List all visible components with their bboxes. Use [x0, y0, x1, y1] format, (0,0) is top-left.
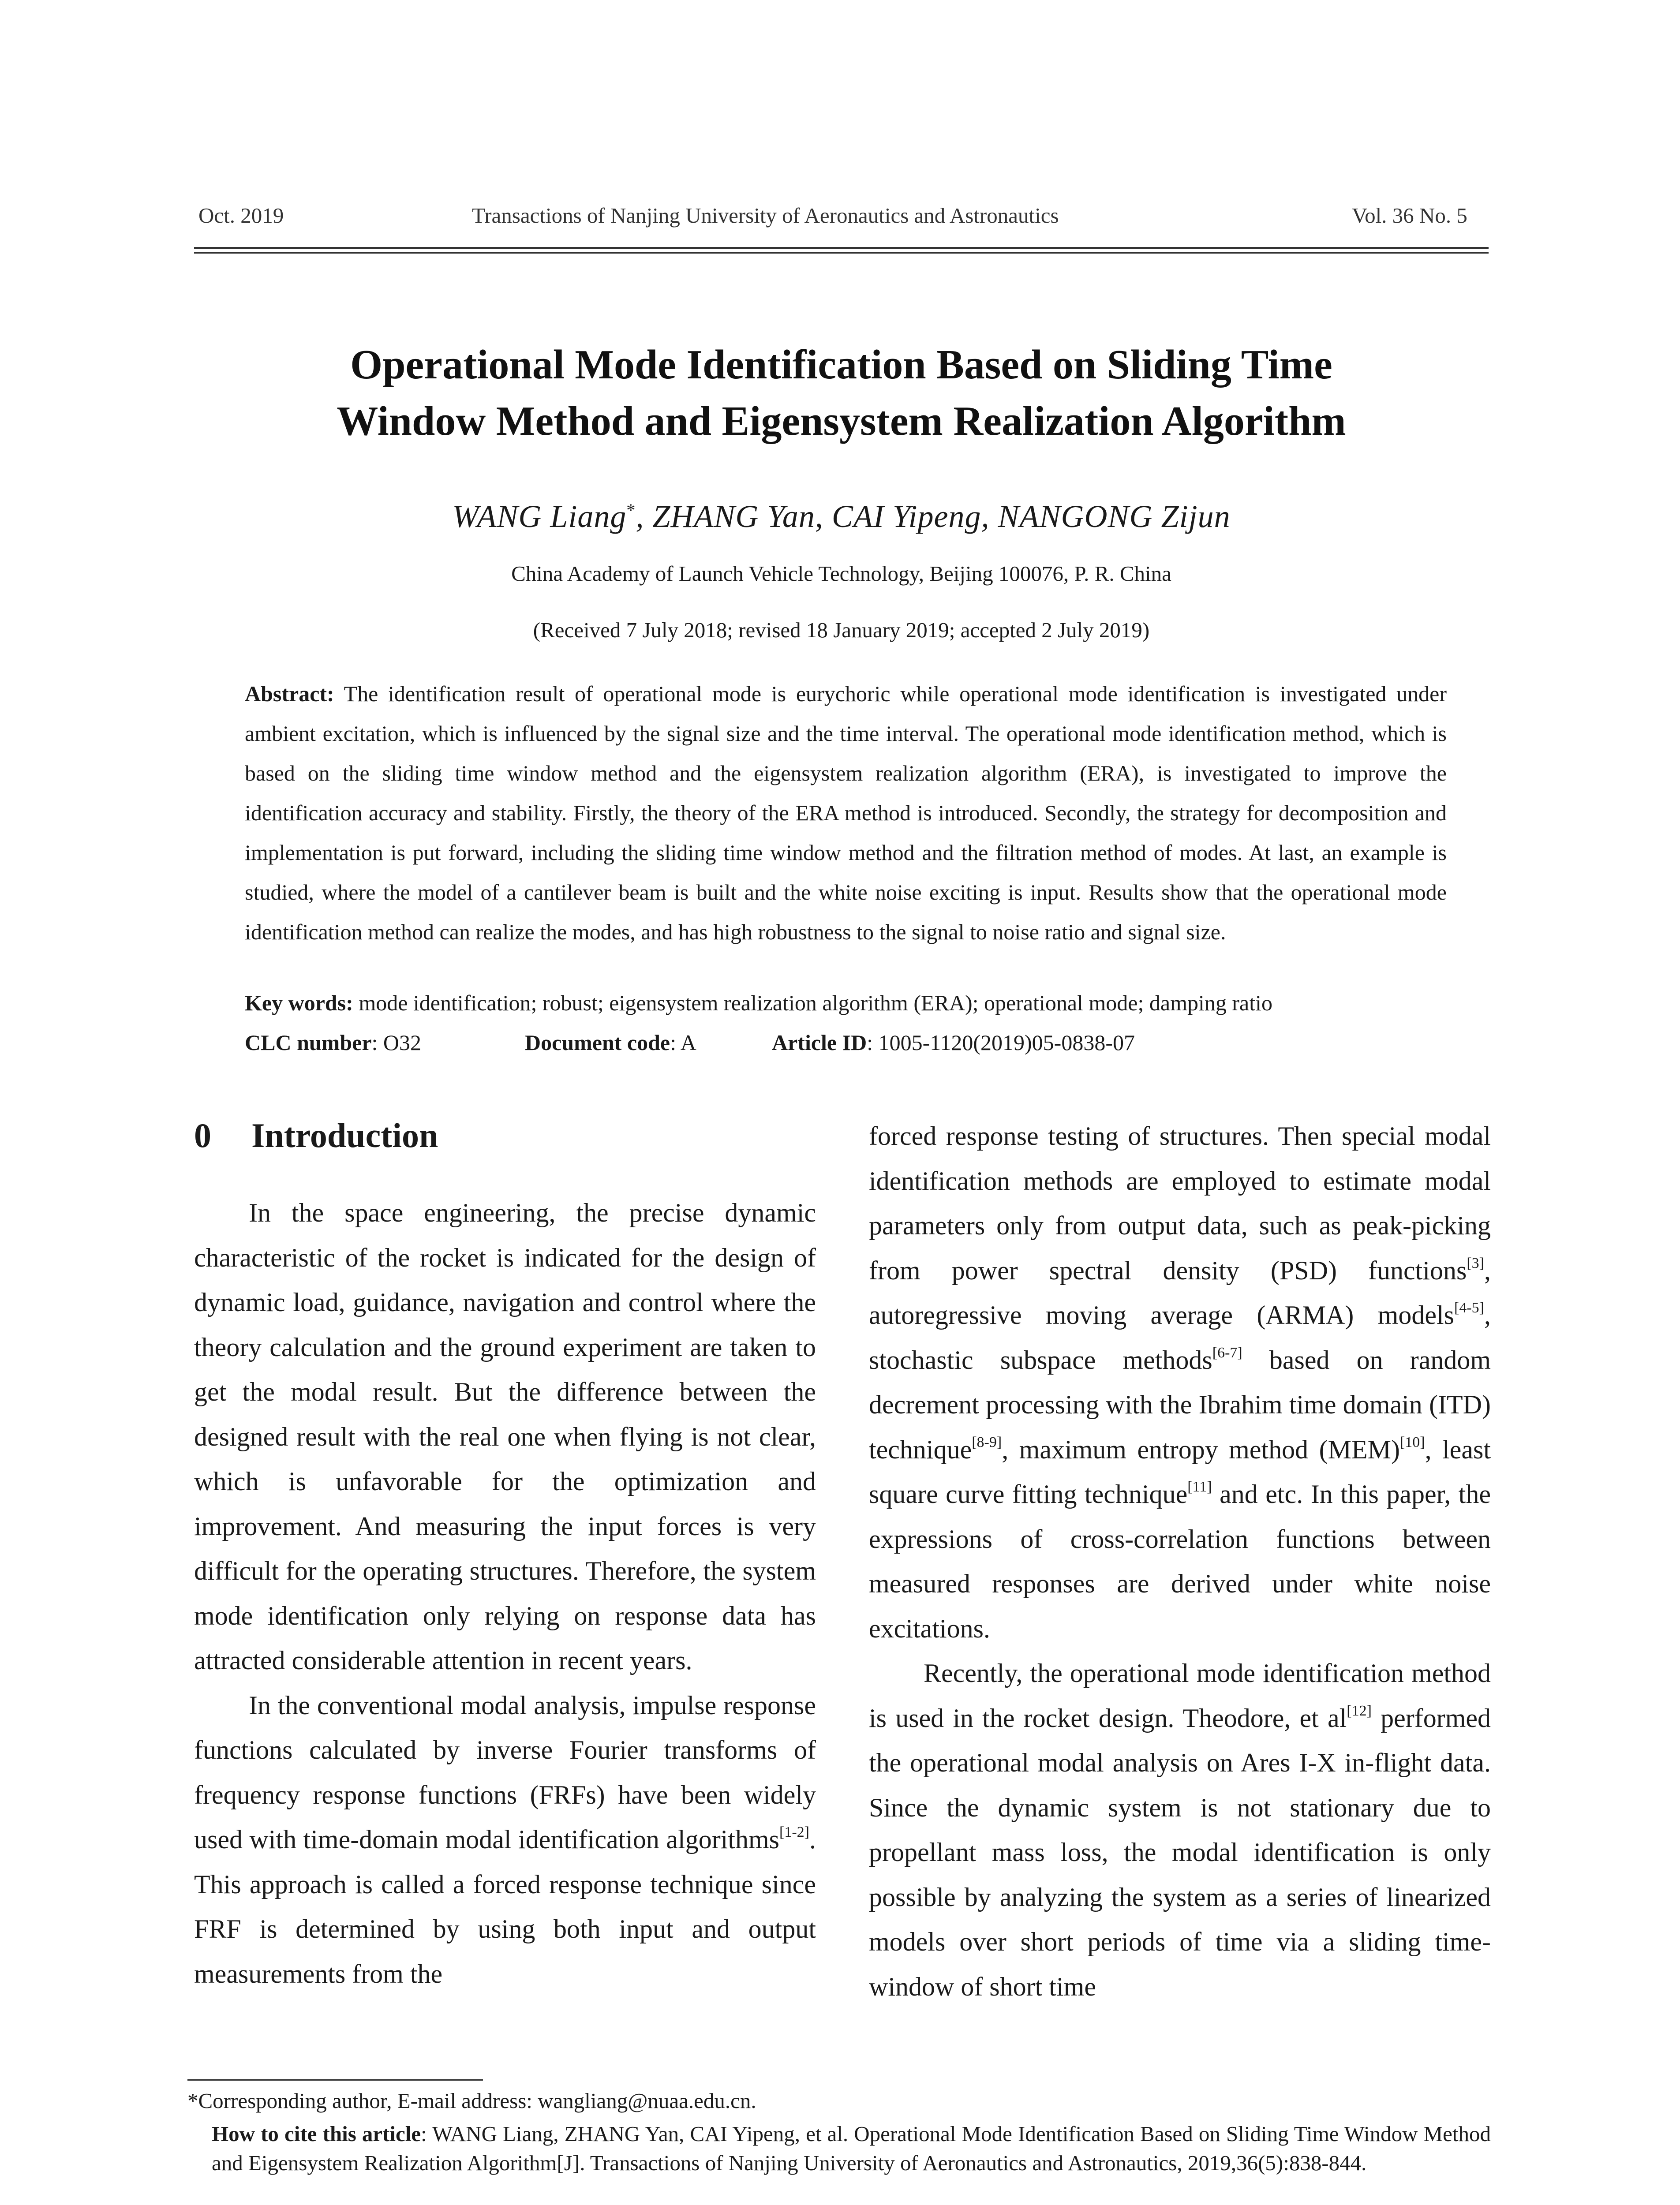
section-number: 0: [194, 1116, 211, 1155]
clc-number: [245, 1030, 421, 1055]
abstract: [245, 674, 1447, 952]
header-date: Oct. 2019: [198, 203, 284, 228]
citation-ref: [11]: [1187, 1479, 1212, 1495]
citation-ref: [4-5]: [1454, 1300, 1484, 1316]
paragraph: [869, 1651, 1491, 2009]
article-id-value: : 1005-1120(2019)05-0838-07: [867, 1030, 1135, 1055]
author-list: [194, 498, 1489, 535]
citation-ref: [3]: [1467, 1255, 1484, 1271]
header-volume: Vol. 36 No. 5: [1352, 203, 1467, 228]
first-author: WANG Liang: [452, 499, 627, 534]
abstract-label: Abstract:: [245, 681, 334, 706]
text-run: forced response testing of structures. Then special modal identification methods are employed to estimate modal parameters only from output data, such as peak-picking from power spectral density (PSD) functions: [869, 1121, 1491, 1285]
corresponding-mark: *: [626, 500, 636, 520]
document-code: [525, 1030, 696, 1055]
keywords-text: mode identification; robust; eigensystem realization algorithm (ERA); operational mode; damping ratio: [359, 990, 1272, 1015]
text-run: performed the operational modal analysis on Ares I-X in-flight data. Since the dynamic system is not stationary due to propellant mass loss, the modal identification is only possible by analyzing the system as a series of linearized models over short periods of time via a sliding time-window of short time: [869, 1703, 1491, 2001]
text-run: Recently, the operational mode identification method is used in the rocket design. Theodore, et al: [869, 1659, 1491, 1733]
text-run: , stochastic subspace methods: [869, 1301, 1491, 1375]
text-run: . This approach is called a forced response technique since FRF is determined by using both input and output measurements from the: [194, 1825, 816, 1988]
citation-note: [212, 2119, 1491, 2178]
paper-title-line1: Operational Mode Identification Based on Sliding Time: [350, 342, 1332, 388]
header-rule-bottom: [194, 252, 1489, 254]
clc-label: CLC number: [245, 1030, 372, 1055]
clc-value: : O32: [371, 1030, 422, 1055]
cite-label: How to cite this article: [212, 2122, 421, 2146]
citation-ref: [6-7]: [1212, 1344, 1242, 1361]
section-heading: [194, 1116, 438, 1155]
header-rule-top: [194, 247, 1489, 249]
text-run: and etc. In this paper, the expressions of cross-correlation functions between measured responses are derived under white noise excitations.: [869, 1480, 1491, 1643]
text-run: based on random decrement processing with the Ibrahim time domain (ITD) technique: [869, 1345, 1491, 1464]
doc-code-label: Document code: [525, 1030, 670, 1055]
paper-title-line2: Window Method and Eigensystem Realization Algorithm: [337, 398, 1346, 444]
affiliation: China Academy of Launch Vehicle Technology, Beijing 100076, P. R. China: [511, 561, 1171, 586]
abstract-text: The identification result of operational mode is eurychoric while operational mode identification is investigated under ambient excitation, which is influenced by the signal size and the time interval. The operational mode identification method, which is based on the sliding time window method and the eigensystem realization algorithm (ERA), is investigated to improve the identification accuracy and stability. Firstly, the theory of the ERA method is introduced. Secondly, the strategy for decomposition and implementation is put forward, including the sliding time window method and the filtration method of modes. At last, an example is studied, where the model of a cantilever beam is built and the white noise exciting is input. Results show that the operational mode identification method can realize the modes, and has high robustness to the signal to noise ratio and signal size.: [245, 681, 1447, 944]
section-title: Introduction: [251, 1116, 438, 1155]
citation-ref: [1-2]: [779, 1824, 809, 1840]
paragraph: [194, 1683, 816, 1997]
doc-code-value: : A: [670, 1030, 696, 1055]
text-run: In the conventional modal analysis, impulse response functions calculated by inverse Fourier transforms of frequency response functions (FRFs) have been widely used with time-domain modal identification algorithms: [194, 1690, 816, 1854]
cite-text: : WANG Liang, ZHANG Yan, CAI Yipeng, et al. Operational Mode Identification Based on Sliding Time Window Method and Eigensystem Realization Algorithm[J]. Transactions of Nanjing University of Aeronautics and Astronautics, 2019,36(5):838-844.: [212, 2122, 1491, 2175]
citation-ref: [12]: [1347, 1702, 1372, 1719]
corresponding-note: *Corresponding author, E-mail address: wangliang@nuaa.edu.cn.: [187, 2089, 756, 2113]
keywords-label: Key words:: [245, 990, 353, 1015]
right-column: [869, 1114, 1491, 2009]
left-column: [194, 1191, 816, 1996]
paragraph: In the space engineering, the precise dynamic characteristic of the rocket is indicated for the design of dynamic load, guidance, navigation and control where the theory calculation and the ground experiment are taken to get the modal result. But the difference between the designed result with the real one when flying is not clear, which is unfavorable for the optimization and improvement. And measuring the input forces is very difficult for the operating structures. Therefore, the system mode identification only relying on response data has attracted considerable attention in recent years.: [194, 1198, 816, 1675]
footnote-rule: [187, 2079, 483, 2081]
text-run: , autoregressive moving average (ARMA) models: [869, 1256, 1491, 1330]
header-journal: Transactions of Nanjing University of Aeronautics and Astronautics: [472, 203, 1059, 228]
other-authors: , ZHANG Yan, CAI Yipeng, NANGONG Zijun: [636, 499, 1231, 534]
paragraph: [869, 1114, 1491, 1651]
article-id-label: Article ID: [772, 1030, 867, 1055]
citation-ref: [10]: [1399, 1434, 1425, 1450]
article-id: [772, 1030, 1135, 1055]
received-dates: (Received 7 July 2018; revised 18 January 2019; accepted 2 July 2019): [533, 618, 1150, 642]
text-run: , maximum entropy method (MEM): [1002, 1435, 1400, 1464]
keywords: [245, 990, 1447, 1016]
citation-ref: [8-9]: [972, 1434, 1002, 1450]
text-run: , least square curve fitting technique: [869, 1435, 1491, 1509]
